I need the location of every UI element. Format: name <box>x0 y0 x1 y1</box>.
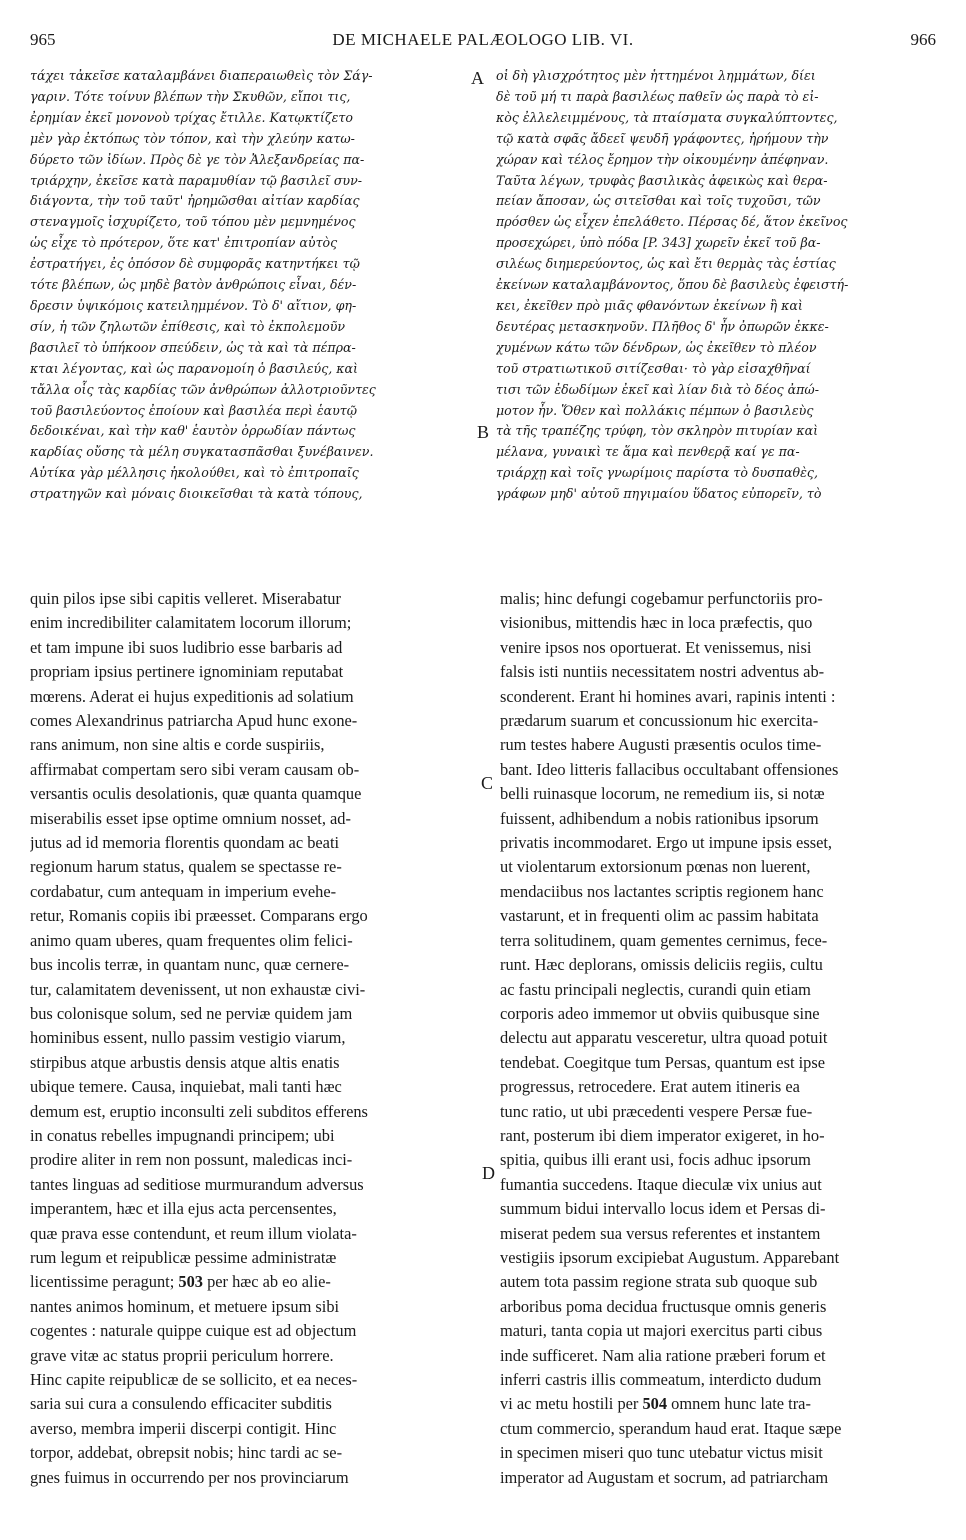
text-line: οἱ δὴ γλισχρότητος μὲν ἡττημένοι λημμάτων, δίει <box>496 68 816 83</box>
margin-letter-d: D <box>482 1163 495 1183</box>
text-line: mœrens. Aderat ei hujus expeditionis ad solatium <box>30 686 354 706</box>
text-line: τῷ κατὰ σφᾶς ἄδεεῖ ψευδῆ γράφοντες, ἠρήμουν τὴν <box>496 130 829 146</box>
text-line: saria sui cura a consulendo efficaciter subditis <box>30 1394 332 1414</box>
text-line: cogentes : naturale quippe cuique est ad objectum <box>30 1321 357 1341</box>
text-line: summum bidui intervallo locus idem et Persas di- <box>500 1199 826 1219</box>
text-line: prædarum suarum et concussionum hic exercita- <box>500 711 819 731</box>
text-line: bant. Ideo litteris fallacibus occultabant offensiones <box>500 759 839 779</box>
text-line: visionibus, mittendis hæc in loca præfectis, quo <box>500 613 813 633</box>
text-line: animo quam uberes, quam frequentes olim felici- <box>30 930 353 950</box>
text-line: bus colonisque solum, sed ne perviæ quidem jam <box>30 1003 353 1023</box>
text-line: μέλανα, γυναικὶ τε ἅμα καὶ πενθερᾷ καί γε πα- <box>496 444 800 460</box>
text-line: imperator ad Augustam et socrum, ad patriarcham <box>500 1467 829 1487</box>
text-line: τάχει τἀκεῖσε καταλαμβάνει διαπεραιωθεὶς τὸν Σάγ- <box>30 68 373 83</box>
text-line: rum testes habere Augusti præsentis oculos time- <box>500 735 822 755</box>
text-line: autem tota passim regione strata sub quoque sub <box>500 1272 818 1292</box>
text-line: versantis oculis desolationis, quæ quanta quamque <box>30 784 362 804</box>
text-line: μοτον ἦν. Ὅθεν καὶ πολλάκις πέμπων ὁ βασιλεὺς <box>496 402 814 418</box>
text-line: retur, Romanis copiis ibi præesset. Comparans ergo <box>30 906 368 926</box>
text-line: στρατηγῶν καὶ μόναις διοικεῖσθαι τὰ κατὰ τόπους, <box>30 486 363 502</box>
text-line: στεναγμοῖς ἰσχυρίζετο, τοῦ τόπου μὲν μεμνημένος <box>30 214 356 230</box>
text-line: delectu aut apparatu vesceretur, ultra quoad potuit <box>500 1028 828 1048</box>
text-line: διάγοντα, τὴν τοῦ ταῦτ' ἠρημῶσθαι αἰτίαν καρδίας <box>30 193 360 209</box>
text-line: τοῦ στρατιωτικοῦ σιτίζεσθαι· τὸ γὰρ εἰσαχθῆναί <box>496 360 811 376</box>
text-line: belli ruinasque locorum, ne remedium iis, si notæ <box>500 784 825 804</box>
text-line: vestigiis ipsorum excipiebat Augustum. Apparebant <box>500 1247 840 1267</box>
text-segment: omnem hunc late tra- <box>667 1394 811 1414</box>
text-line: ut violentarum extorsionum pœnas non luerent, <box>500 857 811 877</box>
text-line: τότε βλέπων, ὡς μηδὲ βατὸν ἀνθρώποις εἶναι, δέν- <box>30 277 357 293</box>
text-line: ctum commercio, sperandum haud erat. Itaque sæpe <box>500 1418 842 1438</box>
text-line: Αὐτίκα γὰρ μέλλησις ἠκολούθει, καὶ τὸ ἐπιτροπαῖς <box>30 465 359 481</box>
text-line: gnes fuimus in occurrendo per nos provinciarum <box>30 1467 349 1487</box>
text-line <box>30 1270 477 1294</box>
text-line: ἐστρατήγει, ἐς ὁπόσον δὲ συμφορᾶς κατηντήκει τῷ <box>30 256 360 272</box>
text-line: σίν, ἡ τῶν ζηλωτῶν ἐπίθεσις, καὶ τὸ ἐκπολεμοῦν <box>30 318 346 334</box>
text-line: δευτέρας μετασκηνοῦν. Πλῆθος δ' ἦν ὀπωρῶν ἐκκε- <box>496 318 829 334</box>
text-line: mendaciibus nos lactantes scriptis regionem hanc <box>500 881 824 901</box>
text-line: tantes linguas ad seditiose murmurandum adversus <box>30 1174 364 1194</box>
text-line: vastarunt, et in frequenti olim ac passim habitata <box>500 906 819 926</box>
text-line: privatis incommodaret. Ergo ut impune ipsis esset, <box>500 833 833 853</box>
migne-column-number: 504 <box>642 1394 668 1414</box>
text-line: πρόσθεν ὡς εἶχεν ἐπελάθετο. Πέρσας δέ, ἅτον ἐκεῖνος <box>496 214 848 230</box>
text-segment: per hæc ab eo alie- <box>202 1272 331 1292</box>
margin-letter-c: C <box>481 773 494 793</box>
text-line: fuissent, adhibendum a nobis rationibus ipsorum <box>500 808 819 828</box>
text-line: rum legum et reipublicæ pessime administratæ <box>30 1247 337 1267</box>
text-line: tendebat. Coegitque tum Persas, quantum est ipse <box>500 1052 826 1072</box>
text-line: κὸς ἐλλελειμμένους, τὰ πταίσματα συγκαλύπτοντες, <box>496 109 838 125</box>
text-line: maturi, tanta copia ut majori exercitus parti cibus <box>500 1321 823 1341</box>
greek-text-left-column <box>30 66 466 505</box>
page-number-right: 966 <box>910 30 936 49</box>
text-line: torpor, addebat, obrepsit nobis; hinc tardi ac se- <box>30 1443 343 1463</box>
text-line: Ταῦτα λέγων, τρυφὰς βασιλικὰς ἀφεικὼς καὶ θερα- <box>496 172 828 188</box>
margin-letter-b: B <box>477 422 490 442</box>
latin-text-right-column <box>500 587 938 1490</box>
text-line: et tam impune ibi suos ludibrio esse barbaris ad <box>30 637 343 657</box>
running-title: DE MICHAELE PALÆOLOGO LIB. VI. <box>332 30 634 49</box>
text-line: δρεσιν ὑψικόμοις κατειλημμένον. Τὸ δ' αἴτιον, φη- <box>30 297 357 313</box>
text-line: malis; hinc defungi cogebamur perfunctoriis pro- <box>500 589 823 608</box>
text-line: κει, ἐκεῖθεν πρὸ μιᾶς φθανόντων ἐκείνων ἢ καὶ <box>496 297 803 313</box>
text-line: τριάρχῃ καὶ τοῖς γνωρίμοις παρίστα τὸ δυσπαθὲς, <box>496 465 818 481</box>
text-line: affirmabat compertam sero sibi veram causam ob- <box>30 759 360 779</box>
margin-letter-a: A <box>471 68 484 88</box>
latin-text-left-column <box>30 587 477 1490</box>
text-line: χώραν καὶ τέλος ἔρημον τὴν οἰκουμένην ἀπέφηναν. <box>496 151 829 167</box>
text-line: inferri castris illis commeatum, interdicto dudum <box>500 1370 822 1389</box>
text-line: demum est, eruptio inconsulti zeli subditos efferens <box>30 1101 368 1121</box>
text-line: rant, posterum ibi diem imperator exigeret, in ho- <box>500 1125 825 1145</box>
text-line: bus incolis terræ, in quantam nunc, quæ cernere- <box>30 955 350 975</box>
text-segment: licentissime peragunt; <box>30 1272 179 1292</box>
text-line: τοῦ βασιλεύοντος ἐποίουν καὶ βασιλέα περὶ ἑαυτῷ <box>30 402 358 418</box>
text-line: fumantia succedens. Itaque dieculæ vix unius aut <box>500 1174 822 1194</box>
text-line: nantes animos hominum, et metuere ipsum sibi <box>30 1296 340 1316</box>
page-number-left: 965 <box>30 30 56 49</box>
text-line: averso, membra imperii discerpi contigit. Hinc <box>30 1418 337 1438</box>
text-line: δὲ τοῦ μή τι παρὰ βασιλέως παθεῖν ὡς παρὰ τὸ εἰ- <box>496 88 819 104</box>
text-line: in conatus rebelles impugnandi principem; ubi <box>30 1125 335 1145</box>
text-line: tunc ratio, ut ubi præcedenti vespere Persæ fue- <box>500 1101 813 1121</box>
text-line: κται λέγοντας, καὶ ὡς παρανομοίη ὁ βασιλεύς, καὶ <box>30 360 358 376</box>
text-line: miserabilis esset ipse optime omnium nosset, ad- <box>30 808 351 828</box>
text-line: enim incredibiliter calamitatem locorum illorum; <box>30 613 352 633</box>
text-line: γράφων μηδ' αὐτοῦ πηγιμαίου ὕδατος εὐπορεῖν, τὸ <box>496 486 822 502</box>
text-line: τἄλλα οἷς τὰς καρδίας τῶν ἀνθρώπων ἀλλοτριοῦντες <box>30 381 376 397</box>
text-line: grave vitæ ac status proprii periculum horrere. <box>30 1345 334 1365</box>
migne-column-number: 503 <box>178 1272 203 1292</box>
text-line: χυμένων κάτω τῶν δένδρων, ὡς ἐκεῖθεν τὸ πλέον <box>496 339 817 355</box>
text-line: τισι τῶν ἐδωδίμων ἐκεῖ καὶ λίαν διὰ τὸ δέος ἀπώ- <box>496 381 819 397</box>
text-line: rans animum, non sine altis e corde suspiriis, <box>30 735 325 755</box>
text-line: quæ prava esse contendunt, et reum illum violata- <box>30 1223 357 1243</box>
text-line: spitia, quibus illi erant usi, focis adhuc ipsorum <box>500 1150 811 1170</box>
text-line: ἐρημίαν ἐκεῖ μονονοὺ τρίχας ἔτιλλε. Κατῳκτίζετο <box>30 109 353 125</box>
text-line: δεδοικέναι, καὶ τὴν καθ' ἑαυτὸν ὀρρωδίαν πάντως <box>30 423 356 439</box>
text-line: προσεχώρει, ὑπὸ πόδα [P. 343] χωρεῖν ἐκεῖ τοῦ βα- <box>496 235 821 251</box>
text-line: ubique temere. Causa, inquiebat, mali tanti hæc <box>30 1077 342 1097</box>
text-line: in specimen miseri quo tunc utebatur victus misit <box>500 1443 823 1463</box>
text-line: τὰ τῆς τραπέζης τρύφη, τὸν σκληρὸν πιτυρίαν καὶ <box>496 423 819 439</box>
text-line: stirpibus atque arbustis densis atque altis enatis <box>30 1052 340 1072</box>
text-line: sconderent. Erant hi homines avari, rapinis intenti : <box>500 686 836 706</box>
text-line: σιλέως διημερεύοντος, ὡς καὶ ἔτι θερμὰς τὰς ἑστίας <box>496 256 836 272</box>
text-line: πείαν ἄποσαν, ὡς σιτεῖσθαι καὶ τοῖς τυχοῦσι, τῶν <box>496 193 821 209</box>
text-line: arboribus poma decidua fructusque omnis generis <box>500 1296 827 1316</box>
text-line: runt. Hæc deplorans, omissis deliciis regiis, cultu <box>500 955 823 975</box>
text-line: miserat pedem sua versus referentes et instantem <box>500 1223 821 1243</box>
text-line: imperantem, hæc et illa ejus acta percensentes, <box>30 1199 337 1219</box>
text-line: corporis adeo immemor ut obviis quibusque sine <box>500 1003 820 1023</box>
text-line: jutus ad id memoria florentis quondam ac beati <box>30 833 340 853</box>
text-line: venire ipsos nos oportuerat. Et venissemus, nisi <box>500 637 812 657</box>
text-line: falsis isti nuntiis necessitatem nostri adventus ab- <box>500 662 825 682</box>
text-line: inde sufficeret. Nam alia ratione præberi forum et <box>500 1345 826 1365</box>
text-line: ac fastu principali neglectis, curandi quin etiam <box>500 979 811 999</box>
text-line: ἐκείνων καταλαμβάνοντος, ὅπου δὲ βασιλεὺς ἐφειστή- <box>496 277 849 293</box>
text-line: μὲν γὰρ ἐκτόπως τὸν τόπον, καὶ τὴν χλεύην κατω- <box>30 130 355 146</box>
text-line: cordabatur, cum antequam in imperium evehe- <box>30 881 337 901</box>
text-line: γαριν. Τότε τοίνυν βλέπων τὴν Σκυθῶν, εἴποι τις, <box>30 88 351 104</box>
text-line: δύρετο τῶν ἰδίων. Πρὸς δὲ γε τὸν Ἀλεξανδρείας πα- <box>30 151 365 167</box>
text-line: comes Alexandrinus patriarcha Apud hunc exone- <box>30 711 358 731</box>
text-line: tur, calamitatem devenissent, ut non exhaustæ civi- <box>30 979 366 999</box>
greek-text-right-column <box>496 66 938 505</box>
text-line: progressus, retrocedere. Erat autem itineris ea <box>500 1077 800 1097</box>
text-line: quin pilos ipse sibi capitis velleret. Miserabatur <box>30 589 341 608</box>
text-line: καρδίας οὔσης τὰ μέλη συγκατασπᾶσθαι ξυνέβαινεν. <box>30 444 374 460</box>
text-line: terra solitudinem, quam gementes cernimus, fece- <box>500 930 828 950</box>
text-line: propriam ipsius pertinere ignominiam reputabat <box>30 662 344 682</box>
text-line: prodire aliter in rem non possunt, maledicas inci- <box>30 1150 353 1170</box>
text-line: regionum harum status, qualem se spectasse re- <box>30 857 342 877</box>
text-line: βασιλεῖ τὸ ὑπήκοον σπεύδειν, ὡς τὰ καὶ τὰ πέπρα- <box>30 339 356 355</box>
text-line: Hinc capite reipublicæ de se sollicito, et ea neces- <box>30 1370 358 1389</box>
text-segment: vi ac metu hostili per <box>500 1394 643 1414</box>
text-line: τριάρχην, ἐκεῖσε κατὰ παραμυθίαν τῷ βασιλεῖ συν- <box>30 172 362 188</box>
page-header <box>0 30 966 56</box>
text-line: ὡς εἶχε τὸ πρότερον, ὅτε κατ' ἐπιτροπίαν αὐτὸς <box>30 235 338 251</box>
text-line <box>500 1392 938 1416</box>
text-line: hominibus essent, nullo passim vestigio viarum, <box>30 1028 346 1048</box>
